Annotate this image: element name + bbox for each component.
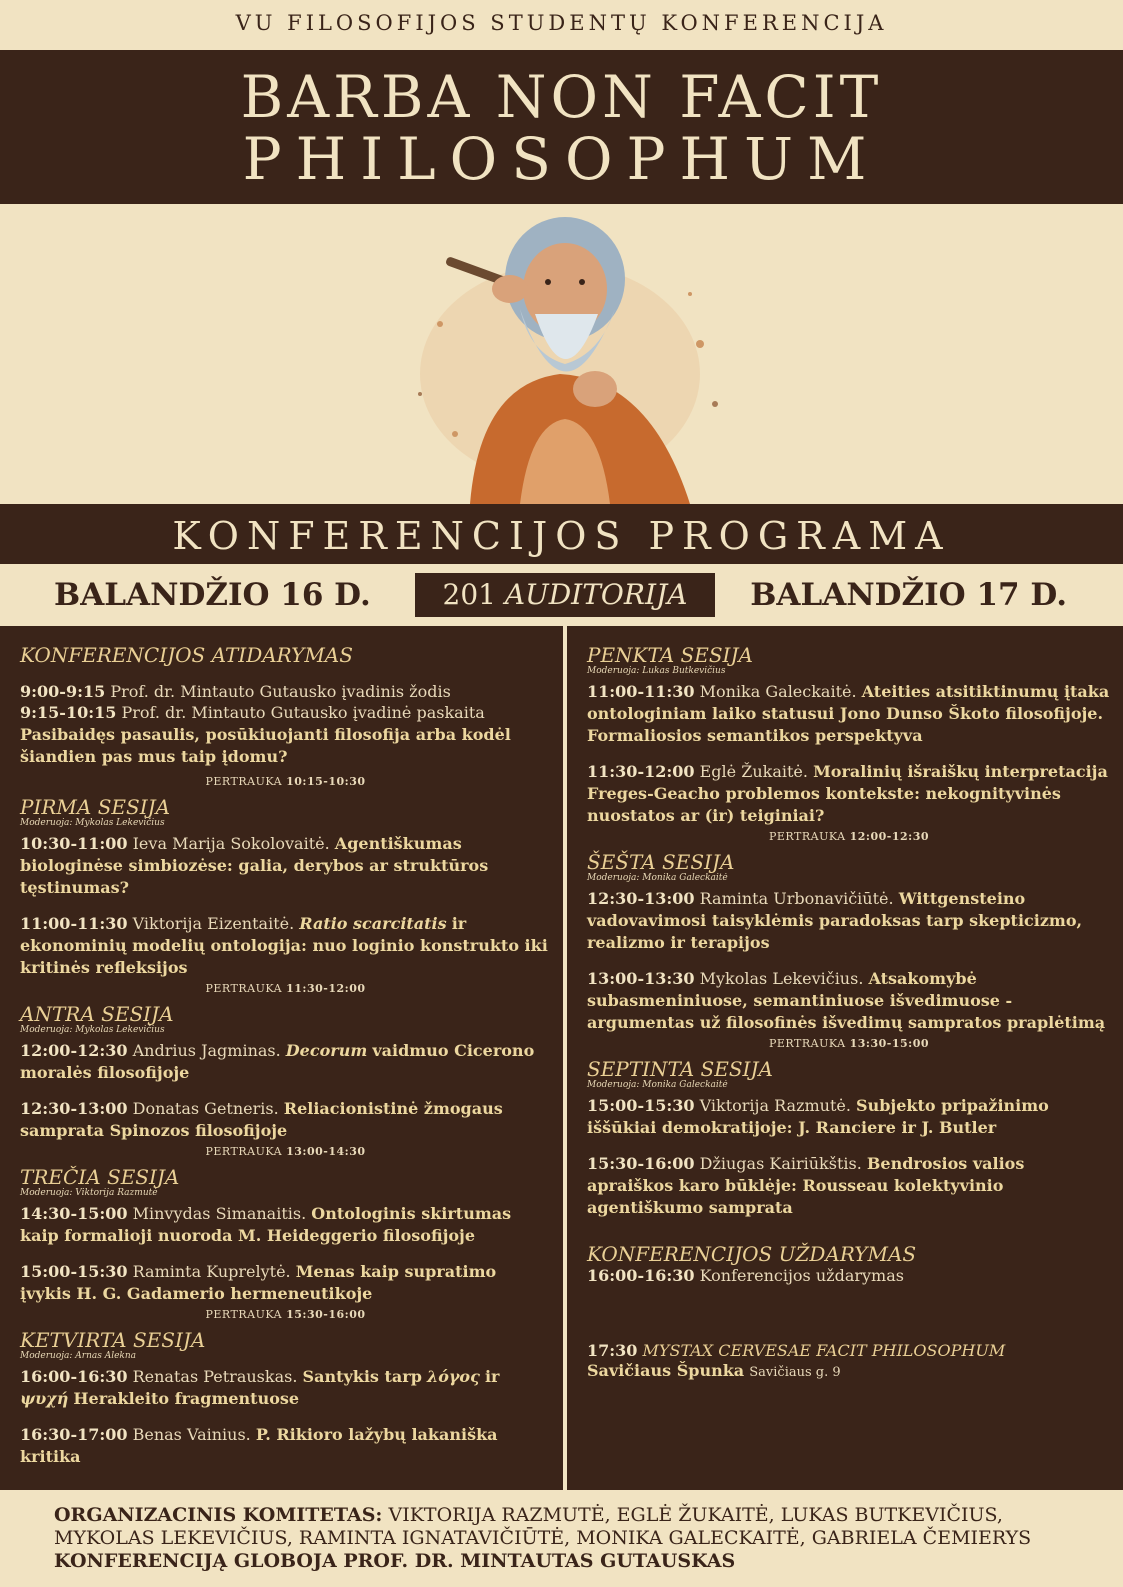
talk-item: 13:00-13:30 Mykolas Lekevičius. Atsakomybė subasmeniniuose, semantiniuose išvedimuose - argumentas už filosofinės išvedimų sampratos praplėtimą <box>587 969 1106 1032</box>
moderator: Moderuoja: Mykolas Lekevičius <box>20 818 165 828</box>
break-item: PERTRAUKA 15:30-16:00 <box>205 1308 366 1321</box>
session-title: KETVIRTA SESIJA <box>20 1328 206 1352</box>
talk-item: 15:30-16:00 Džiugas Kairiūkštis. Bendrosios valios apraiškos karo būklėje: Rousseau kolektyvinio agentiškumo samprata <box>587 1154 1025 1217</box>
talk-item: 15:00-15:30 Raminta Kuprelytė. Menas kaip supratimo įvykis H. G. Gadamerio hermeneutikoje <box>20 1262 497 1303</box>
talk-item: 11:00-11:30 Viktorija Eizentaitė. Ratio scarcitatis ir ekonominių modelių ontologija: nuo loginio konstrukto iki kritinės refleksijos <box>20 914 548 977</box>
room-number: 201 <box>442 578 496 611</box>
program-day-2 <box>567 626 1123 1490</box>
talk-item: 10:30-11:00 Ieva Marija Sokolovaitė. Agentiškumas biologinėse simbiozėse: galia, derybos ar struktūros tęstinumas? <box>20 834 489 897</box>
talk-item: 16:00-16:30 Konferencijos uždarymas <box>587 1266 904 1285</box>
talk-item: 14:30-15:00 Minvydas Simanaitis. Ontologinis skirtumas kaip formalioji nuoroda M. Heideggerio filosofijoje <box>20 1204 512 1245</box>
moderator: Moderuoja: Arnas Alekna <box>20 1351 137 1361</box>
committee-line-1: VIKTORIJA RAZMUTĖ, EGLĖ ŽUKAITĖ, LUKAS BUTKEVIČIUS, <box>388 1504 1003 1526</box>
talk-item: 12:00-12:30 Andrius Jagminas. Decorum vaidmuo Cicerono moralės filosofijoje <box>20 1041 535 1082</box>
talk-item: 16:30-17:00 Benas Vainius. P. Rikioro lažybų lakaniška kritika <box>20 1425 498 1466</box>
session-title: PIRMA SESIJA <box>20 795 171 819</box>
session-title: ŠEŠTA SESIJA <box>587 850 735 874</box>
conference-subtitle: VU FILOSOFIJOS STUDENTŲ KONFERENCIJA <box>0 0 1123 50</box>
session-title: SEPTINTA SESIJA <box>587 1057 773 1081</box>
patron-line: KONFERENCIJĄ GLOBOJA PROF. DR. MINTAUTAS GUTAUSKAS <box>54 1550 736 1572</box>
talk-item: 11:00-11:30 Monika Galeckaitė. Ateities atsitiktinumų įtaka ontologiniam laiko statusui Jono Dunso Škoto filosofijoje. Formaliosios semantikos perspektyva <box>587 682 1110 745</box>
room-badge <box>415 573 715 617</box>
moderator: Moderuoja: Monika Galeckaitė <box>587 873 728 883</box>
committee-label: ORGANIZACINIS KOMITETAS: <box>54 1504 383 1526</box>
philosopher-illustration <box>0 204 1123 504</box>
break-item: PERTRAUKA 13:00-14:30 <box>205 1145 366 1158</box>
break-item: PERTRAUKA 12:00-12:30 <box>769 830 929 843</box>
moderator: Moderuoja: Mykolas Lekevičius <box>20 1025 165 1035</box>
moderator: Moderuoja: Viktorija Razmutė <box>20 1188 158 1198</box>
talk-item: 11:30-12:00 Eglė Žukaitė. Moralinių išraiškų interpretacija Freges-Geacho problemos kontekste: nekognityvinės nuostatos ar (ir) teiginiai? <box>587 762 1108 825</box>
talk-item: 16:00-16:30 Renatas Petrauskas. Santykis tarp λόγος ir ψυχή Herakleito fragmentuose <box>20 1367 500 1408</box>
program-title: KONFERENCIJOS PROGRAMA <box>0 504 1123 564</box>
program-day-1 <box>0 626 563 1490</box>
talk-item: 9:00-9:15 Prof. dr. Mintauto Gutausko įvadinis žodis <box>20 682 451 701</box>
committee-line-2: MYKOLAS LEKEVIČIUS, RAMINTA IGNATAVIČIŪTĖ, MONIKA GALECKAITĖ, GABRIELA ČEMIERYS <box>54 1527 1032 1549</box>
date-day-2: BALANDŽIO 17 D. <box>750 577 1067 613</box>
talk-item: 15:00-15:30 Viktorija Razmutė. Subjekto pripažinimo iššūkiai demokratijoje: J. Ranciere ir J. Butler <box>587 1096 1049 1137</box>
talk-item: 12:30-13:00 Raminta Urbonavičiūtė. Wittgensteino vadovavimosi taisyklėmis paradoksas tarp skepticizmo, realizmo ir terapijos <box>587 889 1083 952</box>
session-title: KONFERENCIJOS UŽDARYMAS <box>587 1242 917 1266</box>
moderator: Moderuoja: Monika Galeckaitė <box>587 1080 728 1090</box>
talk-item: 9:15-10:15 Prof. dr. Mintauto Gutausko įvadinė paskaita Pasibaidęs pasaulis, posūkiuojanti filosofija arba kodėl šiandien pas mus taip įdomu? <box>20 703 511 766</box>
session-title: KONFERENCIJOS ATIDARYMAS <box>20 643 353 667</box>
date-day-1: BALANDŽIO 16 D. <box>54 577 371 613</box>
session-title: TREČIA SESIJA <box>20 1165 180 1189</box>
date-row <box>0 564 1123 626</box>
session-title: ANTRA SESIJA <box>20 1002 174 1026</box>
talk-item: 12:30-13:00 Donatas Getneris. Reliacionistinė žmogaus samprata Spinozos filosofijoje <box>20 1099 503 1140</box>
organizing-committee <box>0 1490 1123 1587</box>
break-item: PERTRAUKA 11:30-12:00 <box>205 982 366 995</box>
title-line-2: PHILOSOPHUM <box>242 125 881 193</box>
session-title: PENKTA SESIJA <box>587 643 753 667</box>
title-band <box>0 50 1123 204</box>
title-line-1: BARBA NON FACIT <box>240 63 883 131</box>
moderator: Moderuoja: Lukas Butkevičius <box>587 666 726 676</box>
social-event: 17:30 MYSTAX CERVESAE FACIT PHILOSOPHUM Savičiaus Špunka Savičiaus g. 9 <box>587 1341 1006 1380</box>
break-item: PERTRAUKA 10:15-10:30 <box>205 775 366 788</box>
room-word: AUDITORIJA <box>504 578 688 611</box>
break-item: PERTRAUKA 13:30-15:00 <box>769 1037 929 1050</box>
